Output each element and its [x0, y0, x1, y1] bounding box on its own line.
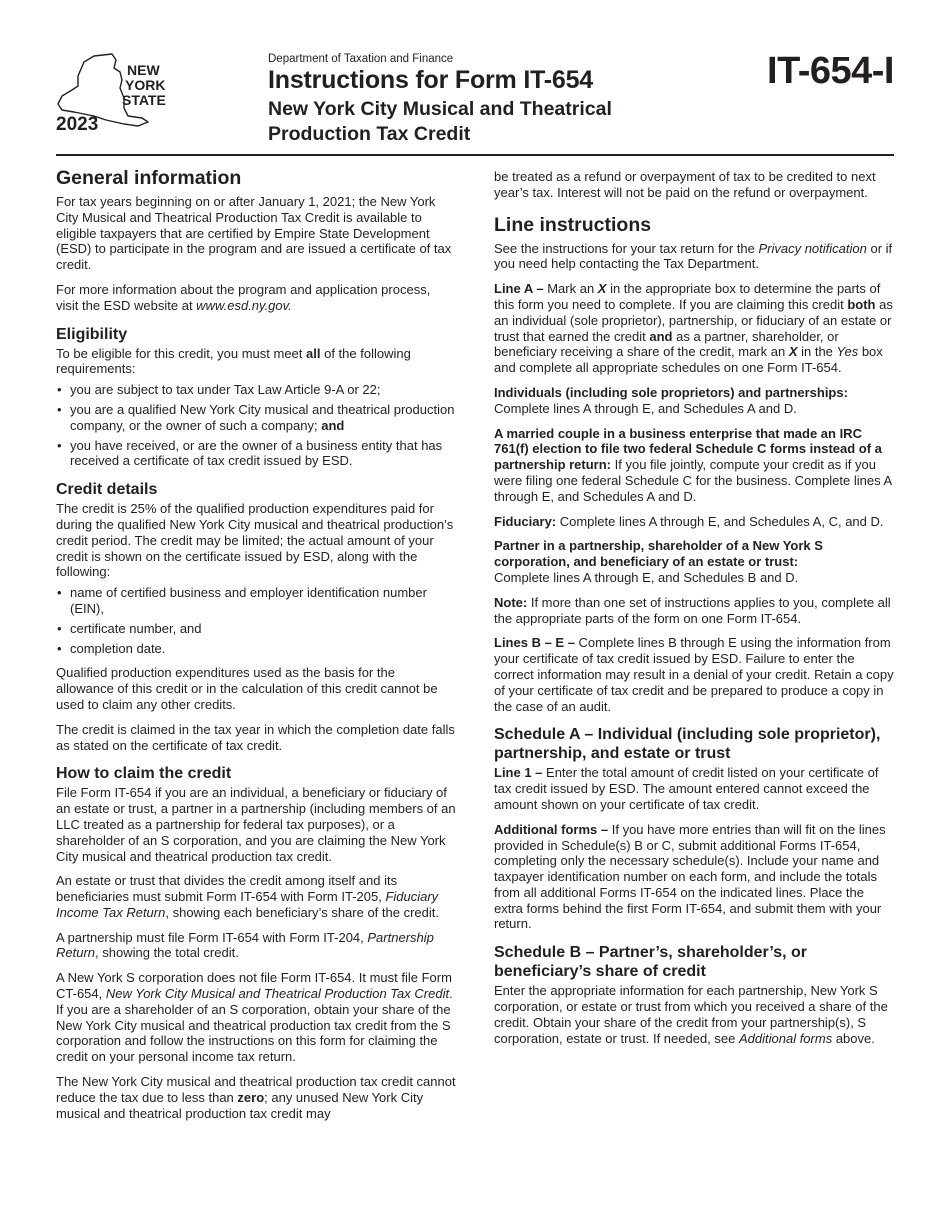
- married-couple-paragraph: A married couple in a business enterprise that made an IRC 761(f) election to file two federal Schedule C forms instead of a partnership return: If you file jointly, compute your credit as if you were filing one federal Schedule C for the business. Complete lines A through E, and Schedules A and D.: [494, 425, 892, 504]
- lines-b-e-paragraph: Lines B – E – Complete lines B through E using the information from your certificate of tax credit issued by ESD. Failure to enter the correct information may result in a denial of your credit. Retain a copy of your certificate of tax credit and be prepared to produce a copy in the case of an audit.: [494, 635, 894, 714]
- individuals-paragraph: Individuals (including sole proprietors) and partnerships: Complete lines A through E, and Schedules A and D.: [494, 384, 848, 416]
- schedule-a-heading: Schedule A – Individual (including sole proprietor), partnership, and estate or trust: [494, 726, 881, 763]
- credit-details-heading: Credit details: [56, 481, 158, 499]
- how-to-claim-heading: How to claim the credit: [56, 765, 232, 783]
- eligibility-heading: Eligibility: [56, 325, 128, 343]
- subtitle-line-2: Production Tax Credit: [268, 123, 471, 145]
- header-divider: [56, 154, 894, 156]
- claim-paragraph-3: A partnership must file Form IT-654 with Form IT-204, Partnership Return, showing the total credit.: [56, 929, 434, 961]
- left-column: [56, 166, 456, 1130]
- logo-text-new: NEW: [127, 62, 160, 78]
- claim-paragraph-2: An estate or trust that divides the credit among itself and its beneficiaries must submit Form IT-654 with Form IT-205, Fiduciary Income Tax Return, showing each beneficiary’s share of the credit.: [56, 873, 439, 920]
- partner-paragraph: Partner in a partnership, shareholder of a New York S corporation, and beneficiary of an estate or trust: Complete lines A through E, and Schedules B and D.: [494, 538, 823, 585]
- line-instructions-heading: Line instructions: [494, 213, 652, 236]
- department-name: Department of Taxation and Finance: [268, 53, 454, 65]
- subtitle-line-1: New York City Musical and Theatrical: [268, 98, 612, 120]
- logo-text-state: STATE: [122, 92, 166, 108]
- list-item: • certificate number, and: [57, 620, 202, 636]
- additional-forms-paragraph: Additional forms – If you have more entries than will fit on the lines provided in Schedule(s) B or C, submit additional Forms IT-654, completing only the necessary schedule(s). Include your name and taxpayer identification number on each form, and include the totals from all additional Forms IT-654 on the indicated lines. Place the extra forms behind the first Form IT-654, and submit them with your return.: [494, 821, 886, 932]
- credit-paragraph-2: Qualified production expenditures used as the basis for the allowance of this credit or in the calculation of this credit cannot be used to claim any other credits.: [56, 665, 438, 712]
- esd-website-link[interactable]: www.esd.ny.gov.: [196, 297, 292, 313]
- credit-list: [56, 585, 456, 656]
- nys-logo: [54, 50, 184, 135]
- line-a-paragraph: Line A – Mark an X in the appropriate box to determine the parts of this form you need to complete. If you are claiming this credit both as an individual (sole proprietor), partnership, or fiduciary of an estate or trust that earned the credit and as a partner, shareholder, or beneficiary receiving a share of the credit, mark an X in the Yes box and complete all appropriate schedules on one Form IT-654.: [494, 281, 893, 376]
- form-number: IT-654-I: [767, 50, 894, 92]
- fiduciary-paragraph: Fiduciary: Complete lines A through E, and Schedules A, C, and D.: [494, 513, 884, 529]
- list-item: • completion date.: [57, 640, 166, 656]
- general-information-heading: General information: [56, 167, 242, 189]
- continued-paragraph: be treated as a refund or overpayment of tax to be credited to next year’s tax. Interest will not be paid on the refund or overpayment.: [494, 169, 876, 200]
- new-york-state-map-icon: [54, 50, 184, 135]
- page-subtitle: [268, 97, 612, 147]
- line-paragraph-1: See the instructions for your tax return for the Privacy notification or if you need help contacting the Tax Department.: [494, 240, 893, 272]
- note-paragraph: Note: If more than one set of instructions applies to you, complete all the appropriate parts of the form on one Form IT-654.: [494, 594, 891, 626]
- general-paragraph-2: For more information about the program and application process, visit the ESD website at www.esd.ny.gov.: [56, 281, 431, 313]
- schedule-b-paragraph: Enter the appropriate information for each partnership, New York S corporation, or estate or trust from which you received a share of the credit. Obtain your share of the credit from your partnership(s), S corporation, estate or trust. If needed, see Additional forms above.: [494, 983, 888, 1046]
- logo-year: 2023: [56, 114, 99, 135]
- claim-paragraph-4: A New York S corporation does not file Form IT-654. It must file Form CT-654, New York City Musical and Theatrical Production Tax Credit. If you are a shareholder of an S corporation, obtain your share of the New York City musical and theatrical production tax credit from the S corporation and follow the instructions on this form for claiming the credit on your personal income tax return.: [56, 970, 453, 1065]
- logo-text-york: YORK: [125, 77, 166, 93]
- list-item: • you are a qualified New York City musical and theatrical production company, or the owner of such a company; and: [57, 401, 455, 433]
- list-item: • name of certified business and employer identification number (EIN),: [57, 585, 427, 616]
- right-column: [494, 169, 894, 1055]
- list-item: • you have received, or are the owner of a business entity that has received a certificate of tax credit issued by ESD.: [57, 437, 443, 469]
- schedule-a-line-1: Line 1 – Enter the total amount of credit listed on your certificate of tax credit issued by ESD. The amount entered cannot exceed the amount shown on your certificate of tax credit.: [494, 765, 879, 812]
- eligibility-intro: To be eligible for this credit, you must meet all of the following requirements:: [56, 345, 411, 377]
- claim-paragraph-1: File Form IT-654 if you are an individual, a beneficiary or fiduciary of an estate or trust, a partner in a partnership (including members of an LLC treated as a partnership for federal tax purposes), or a shareholder of an S corporation, and you are claiming the New York City musical and theatrical production tax credit.: [56, 785, 456, 864]
- credit-paragraph-1: The credit is 25% of the qualified production expenditures paid for during the qualified New York City musical and theatrical production’s credit period. The credit may be limited; the actual amount of your credit is shown on the certificate issued by ESD, along with the following:: [56, 501, 454, 580]
- list-item: • you are subject to tax under Tax Law Article 9-A or 22;: [57, 382, 381, 398]
- page-title: Instructions for Form IT-654: [268, 66, 594, 94]
- schedule-b-heading: Schedule B – Partner’s, shareholder’s, or beneficiary’s share of credit: [494, 944, 807, 981]
- claim-paragraph-5: The New York City musical and theatrical production tax credit cannot reduce the tax due to less than zero; any unused New York City musical and theatrical production tax credit may: [56, 1074, 456, 1121]
- eligibility-list: [56, 382, 456, 469]
- credit-paragraph-3: The credit is claimed in the tax year in which the completion date falls as stated on the certificate of tax credit.: [56, 721, 455, 753]
- general-paragraph-1: For tax years beginning on or after January 1, 2021; the New York City Musical and Theatrical Production Tax Credit is available to eligible taxpayers that are certified by Empire State Development (ESD) to participate in the program and are issued a certificate of tax credit.: [56, 194, 452, 273]
